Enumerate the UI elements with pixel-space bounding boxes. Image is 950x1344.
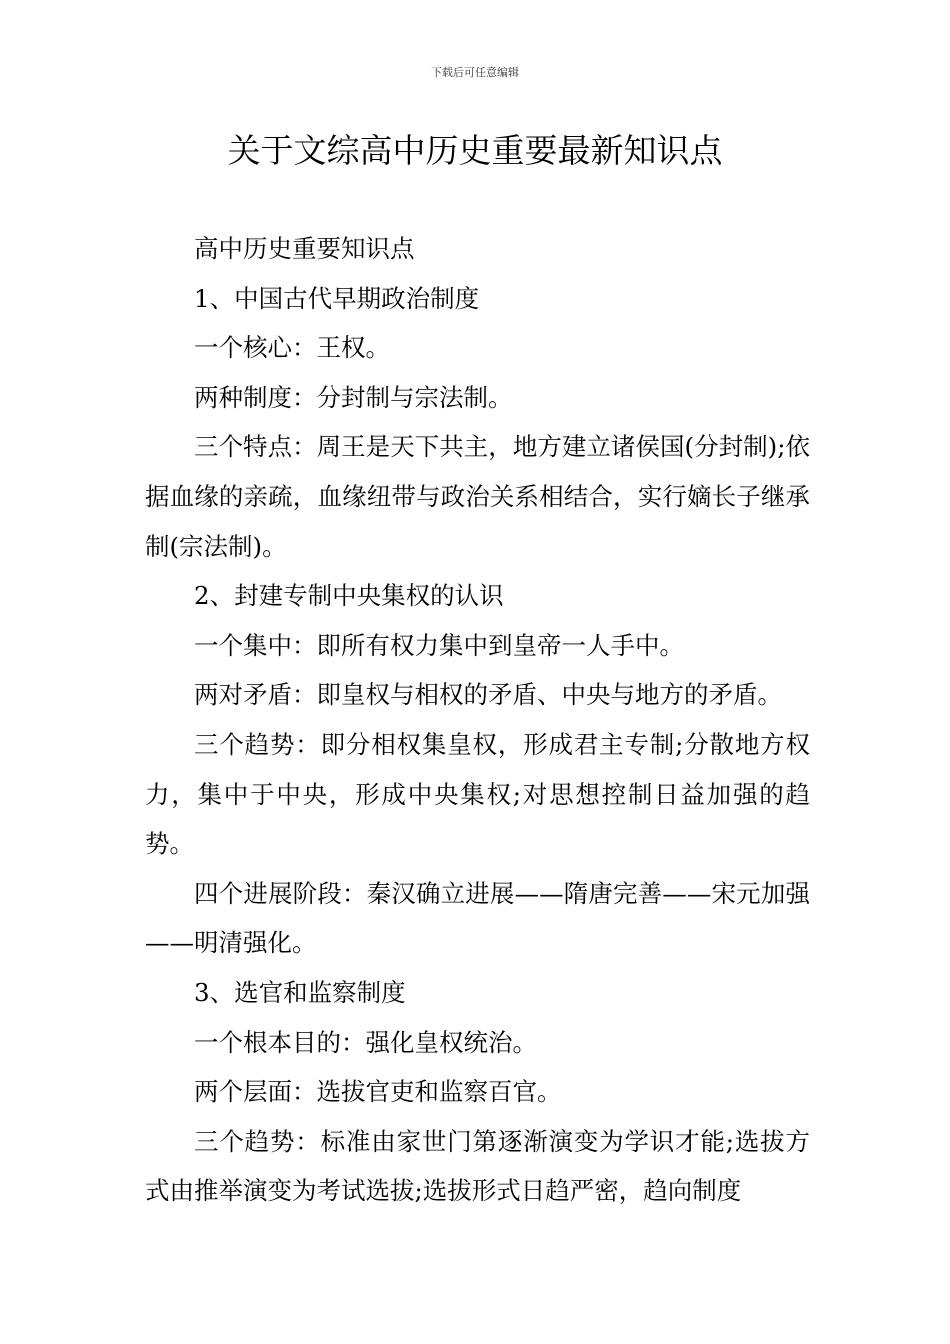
paragraph: 一个集中：即所有权力集中到皇帝一人手中。 <box>194 630 684 660</box>
page-header-note: 下载后可任意编辑 <box>431 66 519 79</box>
paragraph: 三个趋势：标准由家世门第逐渐演变为学识才能;选拔方式由推举演变为考试选拔;选拔形式日趋严密，趋向制度 <box>145 1126 810 1206</box>
paragraph: 两个层面：选拔官吏和监察百官。 <box>194 1077 562 1107</box>
paragraph: 两种制度：分封制与宗法制。 <box>194 382 513 412</box>
paragraph: 一个核心：王权。 <box>194 333 390 363</box>
paragraph: 四个进展阶段：秦汉确立进展——隋唐完善——宋元加强——明清强化。 <box>145 878 810 958</box>
paragraph: 高中历史重要知识点 <box>194 234 415 263</box>
paragraph: 一个根本目的：强化皇权统治。 <box>194 1027 537 1057</box>
document-title: 关于文综高中历史重要最新知识点 <box>227 131 723 170</box>
section-heading: 2、封建专制中央集权的认识 <box>194 581 504 611</box>
document-body <box>145 224 810 1216</box>
paragraph: 三个特点：周王是天下共主，地方建立诸侯国(分封制);依据血缘的亲疏，血缘纽带与政治关系相结合，实行嫡长子继承制(宗法制)。 <box>145 432 810 561</box>
paragraph: 三个趋势：即分相权集皇权，形成君主专制;分散地方权力，集中于中央，形成中央集权;对思想控制日益加强的趋势。 <box>145 729 810 859</box>
paragraph: 两对矛盾：即皇权与相权的矛盾、中央与地方的矛盾。 <box>194 680 782 710</box>
section-heading: 1、中国古代早期政治制度 <box>194 283 480 313</box>
section-heading: 3、选官和监察制度 <box>194 977 406 1007</box>
